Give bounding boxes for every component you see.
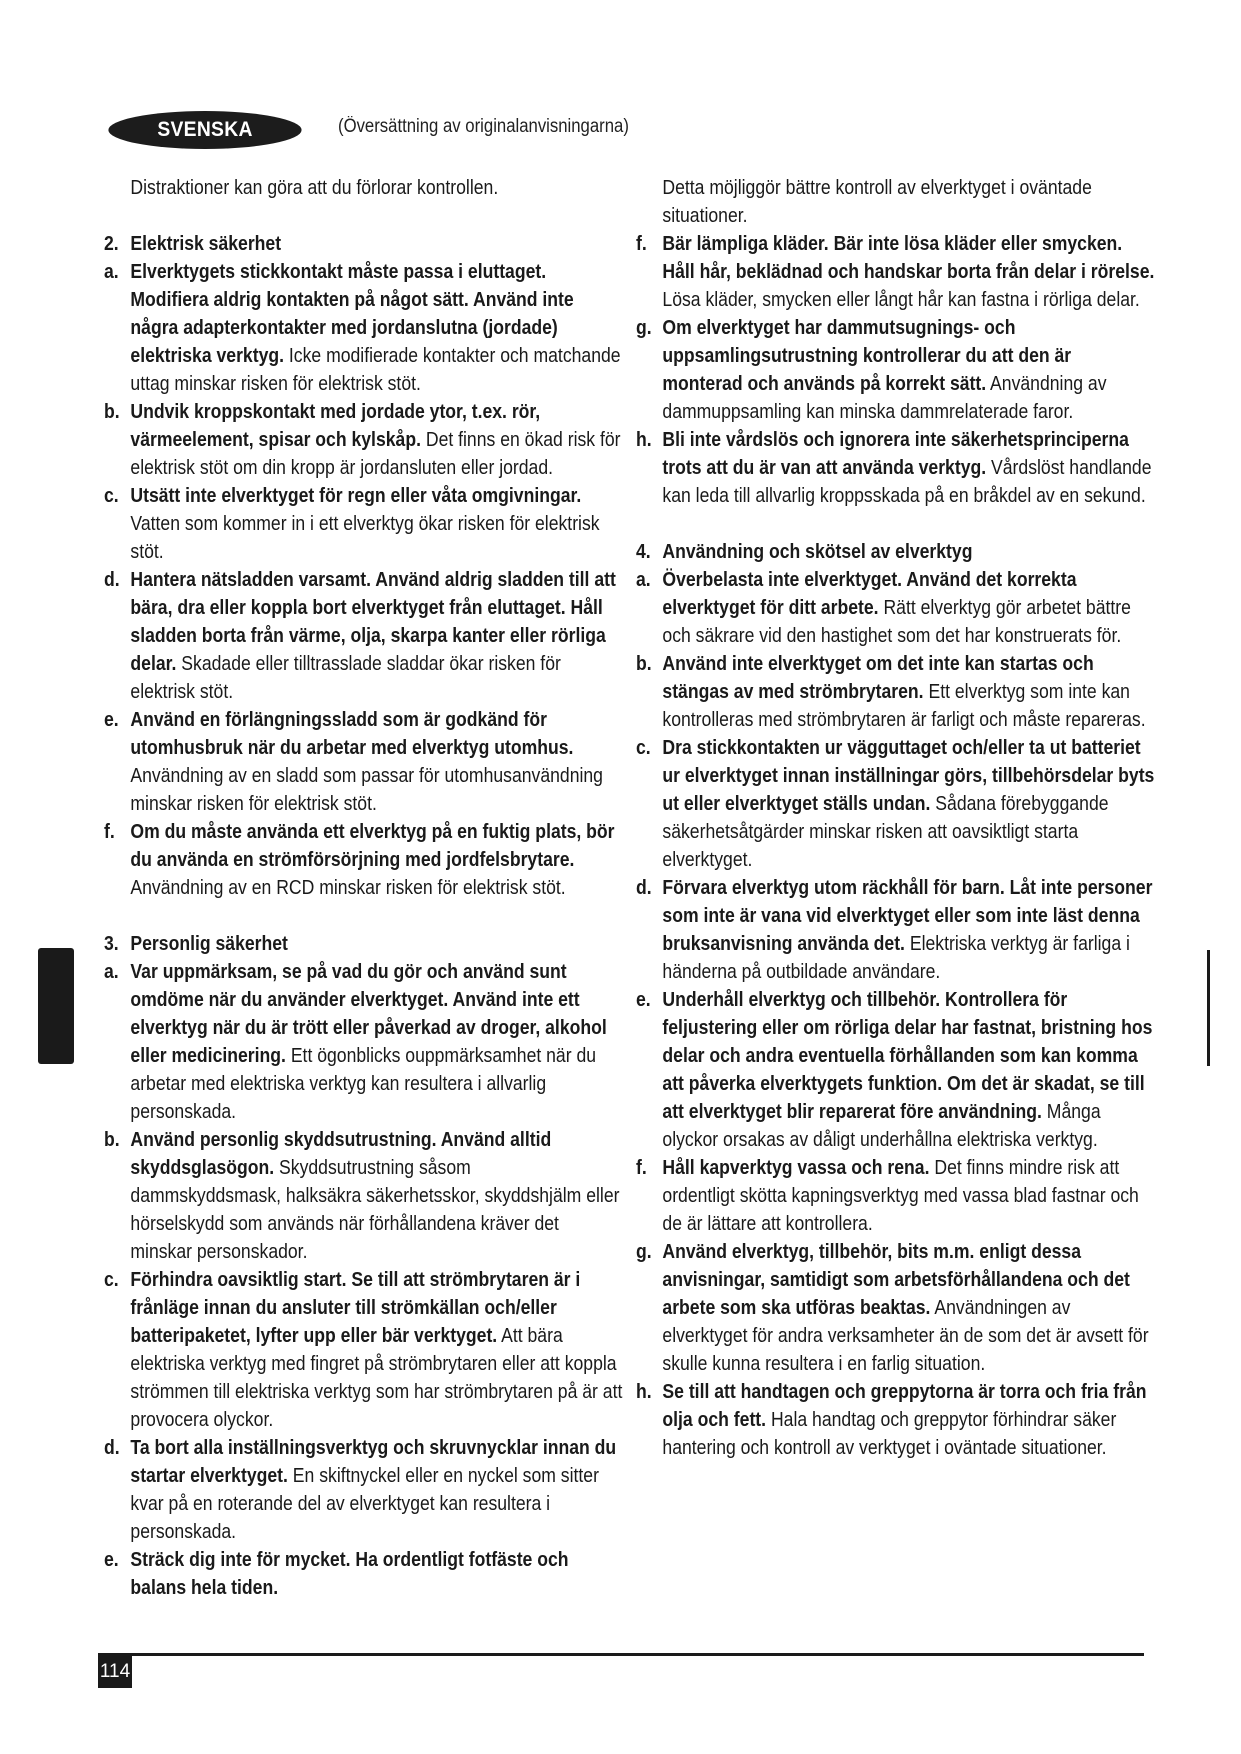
item-marker: 3.: [104, 933, 119, 955]
section-heading: [636, 538, 1155, 566]
item-text: Användningen av elverktyget för andra verksamheter än de som det är avsett för skulle kunna resultera i en farlig situation.: [662, 1297, 1149, 1375]
item-bold-text: Håll kapverktyg vassa och rena.: [662, 1157, 930, 1179]
list-item: [104, 566, 623, 706]
list-item: [104, 482, 623, 566]
item-marker: h.: [636, 1381, 652, 1403]
item-text: Många olyckor orsakas av dåligt underhållna elektriska verktyg.: [662, 1101, 1101, 1151]
item-marker: d.: [636, 877, 652, 899]
item-marker: e.: [104, 709, 119, 731]
item-marker: e.: [636, 989, 651, 1011]
list-item: [104, 958, 623, 1126]
item-marker: e.: [104, 1549, 119, 1571]
item-marker: f.: [104, 821, 115, 843]
item-text: Ett ögonblicks ouppmärksamhet när du arbetar med elektriska verktyg kan resultera i allvarlig personskada.: [130, 1045, 597, 1123]
list-item: [636, 874, 1155, 986]
list-item: [636, 1154, 1155, 1238]
item-text: Icke modifierade kontakter och matchande uttag minskar risken för elektrisk stöt.: [130, 345, 621, 395]
paragraph-gap: [104, 202, 623, 230]
item-marker: 4.: [636, 541, 651, 563]
page-number: 114: [99, 1661, 131, 1682]
list-item: [636, 174, 1155, 230]
item-bold-text: Använd en förlängningssladd som är godkänd för utomhusbruk när du arbetar med elverktyg utomhus.: [130, 709, 574, 759]
item-marker: b.: [104, 401, 120, 423]
item-marker: c.: [636, 737, 651, 759]
list-item: [104, 174, 623, 202]
item-text: Användning av en RCD minskar risken för elektrisk stöt.: [130, 877, 566, 899]
item-text: Det finns mindre risk att ordentligt skötta kapningsverktyg med vassa blad fastnar och de är lättare att kontrollera.: [662, 1157, 1139, 1235]
item-bold-text: Använd inte elverktyget om det inte kan startas och stängas av med strömbrytaren.: [662, 653, 1094, 703]
item-bold-text: Dra stickkontakten ur vägguttaget och/eller ta ut batteriet ur elverktyget innan inställningar görs, tillbehörsdelar byts ut eller elverktyget ställs undan.: [662, 737, 1155, 815]
list-item: [636, 734, 1155, 874]
item-text: Sådana förebyggande säkerhetsåtgärder minskar risken att oavsiktligt starta elverktyget.: [662, 793, 1109, 871]
item-bold-text: Utsätt inte elverktyget för regn eller våta omgivningar.: [130, 485, 582, 507]
list-item: [104, 1546, 623, 1602]
list-item: [636, 426, 1155, 510]
item-bold-text: Använd elverktyg, tillbehör, bits m.m. enligt dessa anvisningar, samtidigt som arbetsförhållandena och det arbete som ska utföras beaktas.: [662, 1241, 1130, 1319]
item-bold-text: Om elverktyget har dammutsugnings- och uppsamlingsutrustning kontrollerar du att den är monterad och används på korrekt sätt.: [662, 317, 1072, 395]
item-text: Distraktioner kan göra att du förlorar kontrollen.: [130, 177, 499, 199]
item-text: Användning av en sladd som passar för utomhusanvändning minskar risken för elektrisk stöt.: [130, 765, 603, 815]
item-marker: a.: [104, 261, 119, 283]
section-heading: [104, 230, 623, 258]
item-text: Ett elverktyg som inte kan kontrolleras med strömbrytaren är farligt och måste repareras.: [662, 681, 1146, 731]
item-bold-text: Undvik kroppskontakt med jordade ytor, t.ex. rör, värmeelement, spisar och kylskåp.: [130, 401, 541, 451]
list-item: [104, 258, 623, 398]
language-label: SVENSKA: [157, 118, 253, 141]
paragraph-gap: [636, 510, 1155, 538]
item-marker: 2.: [104, 233, 119, 255]
item-text: Vårdslöst handlande kan leda till allvarlig kroppsskada på en bråkdel av en sekund.: [662, 457, 1152, 507]
language-badge: [108, 111, 301, 149]
item-text: Vatten som kommer in i ett elverktyg ökar risken för elektrisk stöt.: [130, 513, 600, 563]
item-text: Hala handtag och greppytor förhindrar säker hantering och kontroll av verktyget i oväntade situationer.: [662, 1409, 1117, 1459]
item-bold-text: Förhindra oavsiktlig start. Se till att strömbrytaren är i frånläge innan du ansluter till strömkällan och/eller batteripaketet, lyfter upp eller bär verktyget.: [130, 1269, 581, 1347]
item-marker: g.: [636, 1241, 652, 1263]
item-bold-text: Användning och skötsel av elverktyg: [662, 541, 973, 563]
left-column: [104, 174, 624, 1602]
list-item: [636, 230, 1155, 314]
item-text: En skiftnyckel eller en nyckel som sitter kvar på en roterande del av elverktyget kan resultera i personskada.: [130, 1465, 599, 1543]
list-item: [636, 1378, 1155, 1462]
item-text: Rätt elverktyg gör arbetet bättre och säkrare vid den hastighet som det har konstruerats för.: [662, 597, 1131, 647]
item-text: Detta möjliggör bättre kontroll av elverktyget i oväntade situationer.: [662, 177, 1092, 227]
item-bold-text: Var uppmärksam, se på vad du gör och använd sunt omdöme när du använder elverktyget. Använd inte ett elverktyg när du är trött eller påverkad av droger, alkohol eller medicinering.: [130, 961, 607, 1067]
item-marker: c.: [104, 485, 119, 507]
paragraph-gap: [104, 902, 623, 930]
item-marker: f.: [636, 233, 647, 255]
list-item: [636, 986, 1155, 1154]
item-text: Lösa kläder, smycken eller långt hår kan fastna i rörliga delar.: [662, 289, 1140, 311]
item-marker: d.: [104, 569, 120, 591]
list-item: [636, 566, 1155, 650]
page-number-box: [98, 1656, 132, 1688]
item-bold-text: Om du måste använda ett elverktyg på en fuktig plats, bör du använda en strömförsörjning med jordfelsbrytare.: [130, 821, 615, 871]
item-marker: a.: [636, 569, 651, 591]
item-bold-text: Förvara elverktyg utom räckhåll för barn. Låt inte personer som inte är vana vid elverktyget eller som inte läst denna bruksanvisning använda det.: [662, 877, 1153, 955]
item-marker: f.: [636, 1157, 647, 1179]
list-item: [104, 706, 623, 818]
section-heading: [104, 930, 623, 958]
footer-rule: [98, 1653, 1144, 1656]
list-item: [104, 398, 623, 482]
item-bold-text: Ta bort alla inställningsverktyg och skruvnycklar innan du startar elverktyget.: [130, 1437, 617, 1487]
item-text: Att bära elektriska verktyg med fingret på strömbrytaren eller att koppla strömmen till elektriska verktyg som har strömbrytaren på är att provocera olyckor.: [130, 1325, 623, 1431]
list-item: [104, 1126, 623, 1266]
item-marker: b.: [104, 1129, 120, 1151]
item-marker: c.: [104, 1269, 119, 1291]
item-marker: d.: [104, 1437, 120, 1459]
item-text: Det finns en ökad risk för elektrisk stöt om din kropp är jordansluten eller jordad.: [130, 429, 621, 479]
section-tab-marker: [38, 948, 74, 1064]
list-item: [104, 818, 623, 902]
margin-bar: [1207, 950, 1210, 1066]
list-item: [636, 650, 1155, 734]
item-bold-text: Sträck dig inte för mycket. Ha ordentligt fotfäste och balans hela tiden.: [130, 1549, 569, 1599]
item-text: Elektriska verktyg är farliga i händerna på outbildade användare.: [662, 933, 1130, 983]
item-bold-text: Hantera nätsladden varsamt. Använd aldrig sladden till att bära, dra eller koppla bort elverktyget från eluttaget. Håll sladden borta från värme, olja, skarpa kanter eller rörliga delar.: [130, 569, 616, 675]
item-bold-text: Personlig säkerhet: [130, 933, 288, 955]
item-bold-text: Använd personlig skyddsutrustning. Använd alltid skyddsglasögon.: [130, 1129, 552, 1179]
list-item: [104, 1434, 623, 1546]
item-bold-text: Bli inte vårdslös och ignorera inte säkerhetsprinciperna trots att du är van att använda verktyg.: [662, 429, 1129, 479]
item-marker: h.: [636, 429, 652, 451]
page-subtitle: (Översättning av originalanvisningarna): [338, 116, 629, 137]
item-text: Användning av dammuppsamling kan minska dammrelaterade faror.: [662, 373, 1107, 423]
item-bold-text: Överbelasta inte elverktyget. Använd det korrekta elverktyget för ditt arbete.: [662, 569, 1077, 619]
item-bold-text: Se till att handtagen och greppytorna är torra och fria från olja och fett.: [662, 1381, 1147, 1431]
list-item: [636, 1238, 1155, 1378]
item-bold-text: Elverktygets stickkontakt måste passa i eluttaget. Modifiera aldrig kontakten på något sätt. Använd inte några adapterkontakter med jordanslutna (jordade) elektriska verktyg.: [130, 261, 574, 367]
item-bold-text: Elektrisk säkerhet: [130, 233, 282, 255]
item-marker: g.: [636, 317, 652, 339]
item-text: Skyddsutrustning såsom dammskyddsmask, halksäkra säkerhetsskor, skyddshjälm eller hörselskydd som används när förhållandena kräver det minskar personskador.: [130, 1157, 620, 1263]
list-item: [104, 1266, 623, 1434]
item-marker: b.: [636, 653, 652, 675]
item-text: Skadade eller tilltrasslade sladdar ökar risken för elektrisk stöt.: [130, 653, 561, 703]
right-column: [636, 174, 1156, 1462]
list-item: [636, 314, 1155, 426]
item-bold-text: Underhåll elverktyg och tillbehör. Kontrollera för feljustering eller om rörliga delar har fastnat, bristning hos delar och andra eventuella förhållanden som kan komma att påverka elverktygets funktion. Om det är skadat, se till att elverktyget blir reparerat före användning.: [662, 989, 1153, 1123]
item-marker: a.: [104, 961, 119, 983]
item-bold-text: Bär lämpliga kläder. Bär inte lösa kläder eller smycken. Håll hår, beklädnad och handskar borta från delar i rörelse.: [662, 233, 1155, 283]
